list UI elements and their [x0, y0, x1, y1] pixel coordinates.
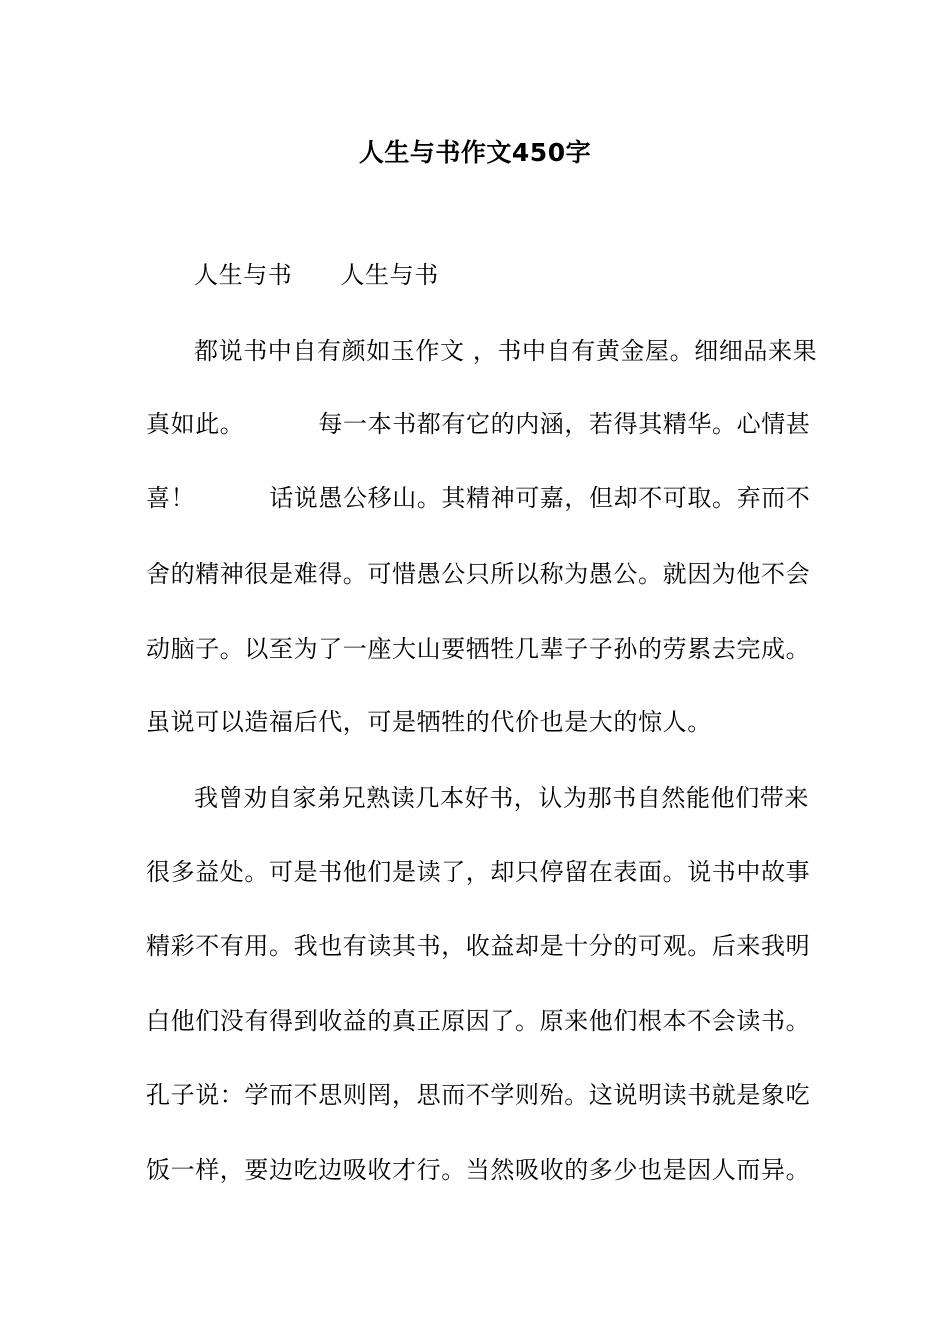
paragraph-fragment: 真如此。 [146, 410, 245, 438]
paragraph-line: 很多益处。可是书他们是读了，却只停留在表面。说书中故事 [146, 858, 811, 886]
paragraph-fragment: 每一本书都有它的内涵，若得其精华。心情甚 [318, 410, 811, 438]
paragraph-line: 虽说可以造福后代，可是牺牲的代价也是大的惊人。 [146, 708, 712, 736]
paragraph-line: 舍的精神很是难得。可惜愚公只所以称为愚公。就因为他不会 [146, 560, 811, 588]
paragraph-line: 我曾劝自家弟兄熟读几本好书，认为那书自然能他们带来 [194, 784, 809, 812]
paragraph-line: 都说书中自有颜如玉作文 ，书中自有黄金屋。细细品来果 [194, 337, 818, 365]
paragraph-line: 孔子说：学而不思则罔，思而不学则殆。这说明读书就是象吃 [146, 1081, 811, 1109]
subheading-part-1: 人生与书 [194, 261, 293, 289]
paragraph-line: 饭一样，要边吃边吸收才行。当然吸收的多少也是因人而异。 [146, 1156, 811, 1184]
paragraph-line: 精彩不有用。我也有读其书，收益却是十分的可观。后来我明 [146, 932, 811, 960]
paragraph-line: 白他们没有得到收益的真正原因了。原来他们根本不会读书。 [146, 1007, 811, 1035]
subheading-line [146, 258, 854, 292]
paragraph-fragment: 话说愚公移山。其精神可嘉，但却不可取。弃而不 [269, 484, 811, 512]
paragraph-line: 动脑子。以至为了一座大山要牺牲几辈子子孙的劳累去完成。 [146, 635, 811, 663]
paragraph-fragment: 喜！ [146, 484, 196, 512]
document-title: 人生与书作文450字 [358, 138, 592, 167]
paragraph-line [146, 407, 811, 441]
paragraph-line [146, 481, 811, 515]
subheading-part-2: 人生与书 [340, 261, 439, 289]
